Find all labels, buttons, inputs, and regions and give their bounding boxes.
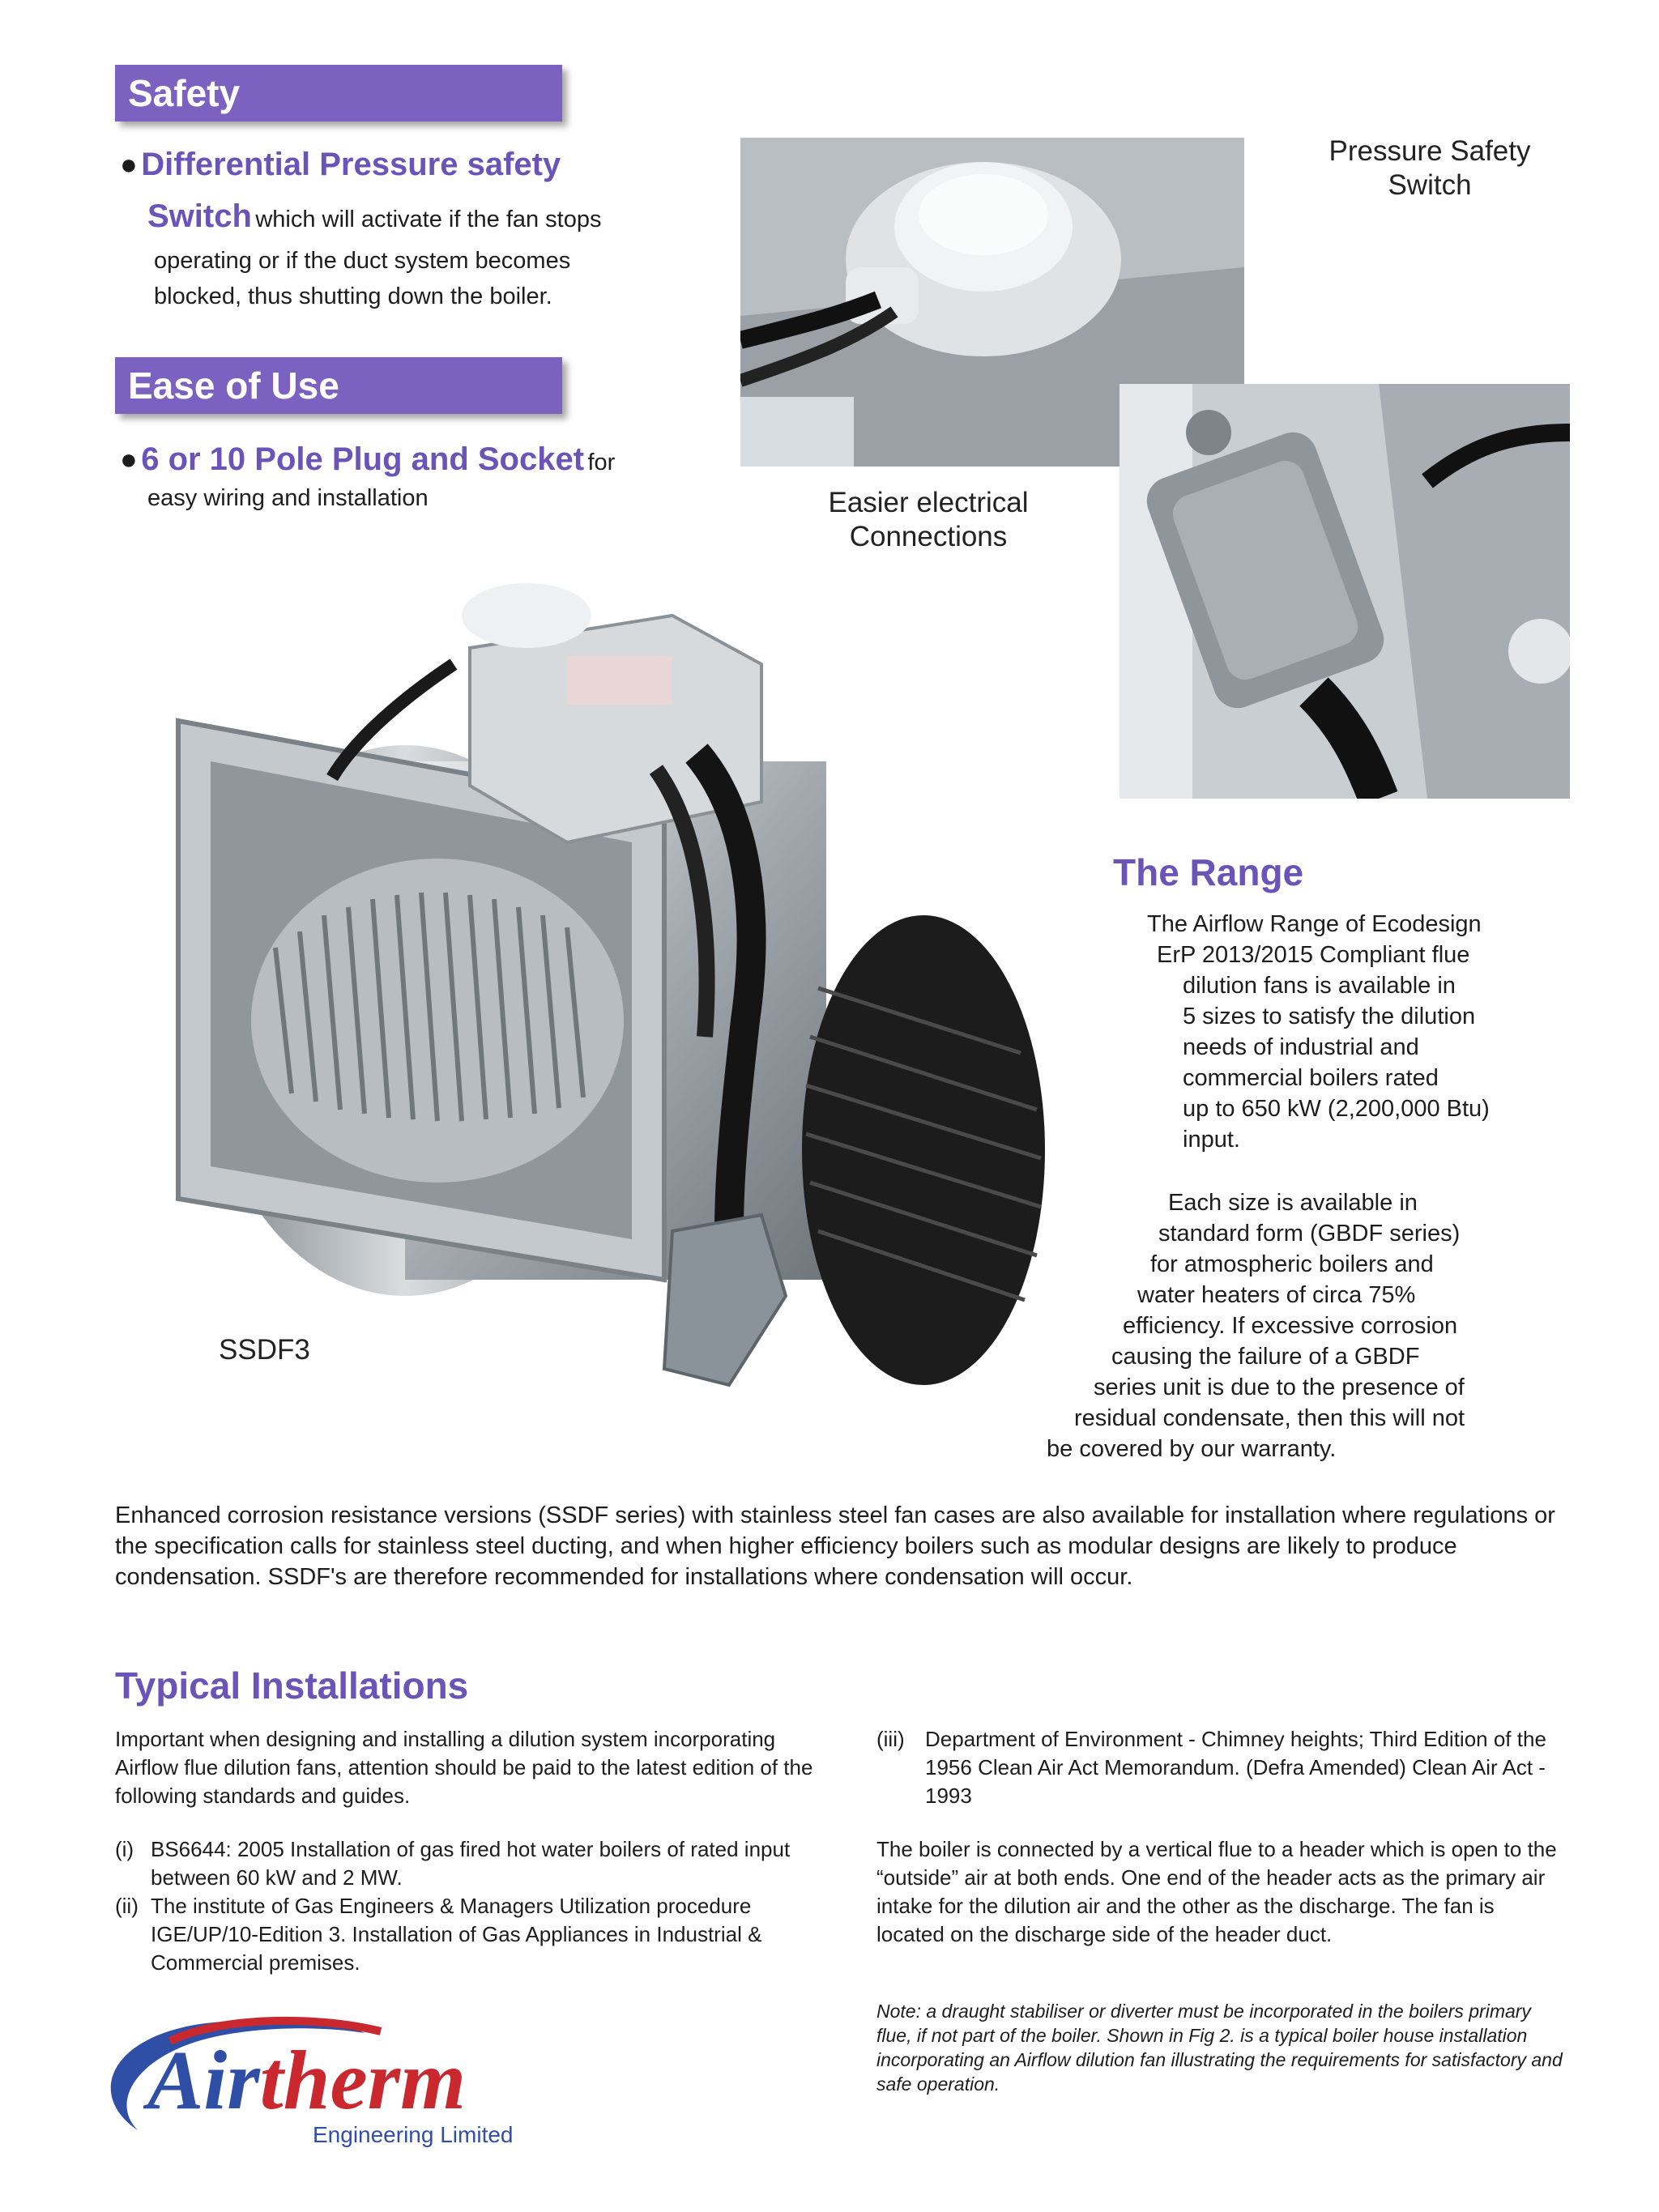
plug-socket-photo bbox=[1120, 384, 1570, 799]
range-line: efficiency. If excessive corrosion bbox=[1123, 1313, 1458, 1339]
ease-heading: Ease of Use bbox=[115, 357, 562, 414]
connections-caption bbox=[783, 486, 1074, 554]
range-line: ErP 2013/2015 Compliant flue bbox=[1157, 942, 1470, 968]
range-line: for atmospheric boilers and bbox=[1150, 1251, 1434, 1277]
boiler-paragraph: The boiler is connected by a vertical flue to a header which is open to the “outside” air at both ends. One end of the header acts as the primary air intake for the dilution air and the other as the discharge. The fan is located on the discharge side of the header duct. bbox=[876, 1837, 1557, 1946]
bullet-dot-icon: ● bbox=[120, 442, 138, 475]
installations-intro: Important when designing and installing a dilution system incorporating Airflow flue dilution fans, attention should be paid to the latest edition of the following standards and guides. bbox=[115, 1727, 813, 1808]
item-ii-text: The institute of Gas Engineers & Managers Utilization procedure IGE/UP/10-Edition 3. Installation of Gas Appliances in Industrial & Commercial premises. bbox=[151, 1894, 762, 1975]
ease-bullet-body: easy wiring and installation bbox=[147, 485, 429, 511]
ease-bullet-head: 6 or 10 Pole Plug and Socket bbox=[141, 441, 585, 477]
pressure-caption-line-1: Pressure Safety bbox=[1328, 135, 1531, 167]
safety-bullet bbox=[120, 139, 736, 314]
connections-caption-line-1: Easier electrical bbox=[828, 487, 1029, 518]
range-line: water heaters of circa 75% bbox=[1137, 1282, 1416, 1308]
safety-bullet-body-3: blocked, thus shutting down the boiler. bbox=[154, 283, 552, 309]
fan-model-caption: SSDF3 bbox=[219, 1334, 310, 1366]
connections-caption-line-2: Connections bbox=[849, 521, 1008, 552]
pressure-switch-caption bbox=[1264, 134, 1596, 202]
item-i-number: (i) bbox=[115, 1837, 134, 1861]
range-title: The Range bbox=[1113, 851, 1304, 893]
safety-bullet-tail: which will activate if the fan stops bbox=[255, 207, 602, 232]
range-line: causing the failure of a GBDF bbox=[1111, 1344, 1420, 1370]
pressure-caption-line-2: Switch bbox=[1388, 169, 1472, 201]
range-line: dilution fans is available in bbox=[1183, 973, 1456, 999]
installations-item-i bbox=[115, 1835, 812, 1892]
range-line: be covered by our warranty. bbox=[1047, 1436, 1337, 1462]
bullet-dot-icon: ● bbox=[120, 147, 138, 181]
range-line: The Airflow Range of Ecodesign bbox=[1147, 911, 1482, 937]
range-line: up to 650 kW (2,200,000 Btu) bbox=[1183, 1096, 1490, 1122]
installations-title: Typical Installations bbox=[115, 1664, 469, 1707]
range-line: needs of industrial and bbox=[1183, 1034, 1419, 1060]
range-line: series unit is due to the presence of bbox=[1094, 1375, 1465, 1400]
logo-part-2: therm bbox=[259, 2034, 466, 2127]
ease-bullet bbox=[120, 434, 736, 516]
ease-bullet-tail: for bbox=[587, 450, 616, 475]
safety-bullet-head-1: Differential Pressure safety bbox=[141, 147, 561, 182]
range-line: commercial boilers rated bbox=[1183, 1065, 1439, 1091]
installations-item-iii bbox=[876, 1725, 1557, 1810]
logo-subtitle: Engineering Limited bbox=[313, 2122, 514, 2147]
range-line: standard form (GBDF series) bbox=[1158, 1221, 1461, 1247]
range-line: input. bbox=[1183, 1127, 1240, 1153]
item-iii-text: Department of Environment - Chimney heights; Third Edition of the 1956 Clean Air Act Memorandum. (Defra Amended) Clean Air Act - 1993 bbox=[925, 1727, 1546, 1808]
airtherm-logo bbox=[73, 2009, 575, 2154]
logo-part-1: Air bbox=[147, 2034, 260, 2127]
note-paragraph: Note: a draught stabiliser or diverter must be incorporated in the boilers primary flue, if not part of the boiler. Shown in Fig 2. is a typical boiler house installation incorporating an Airflow dilution fan illustrating the requirements for satisfactory and safe operation. bbox=[876, 2001, 1563, 2095]
item-i-text: BS6644: 2005 Installation of gas fired hot water boilers of rated input between 60 kW and 2 MW. bbox=[151, 1837, 791, 1890]
item-ii-number: (ii) bbox=[115, 1894, 139, 1918]
safety-bullet-body-2: operating or if the duct system becomes bbox=[154, 248, 571, 274]
safety-bullet-head-2: Switch bbox=[147, 198, 252, 234]
range-line: Each size is available in bbox=[1168, 1190, 1418, 1216]
installations-item-ii bbox=[115, 1892, 812, 1977]
range-line: 5 sizes to satisfy the dilution bbox=[1183, 1004, 1476, 1029]
safety-heading: Safety bbox=[115, 65, 562, 121]
enhanced-paragraph: Enhanced corrosion resistance versions (SSDF series) with stainless steel fan cases are also available for installation where regulations or the specification calls for stainless steel ducting, and when higher efficiency boilers such as modular designs are likely to produce condensation. SSDF's are therefore recommended for installations where condensation will occur. bbox=[115, 1502, 1555, 1590]
range-line: residual condensate, then this will not bbox=[1074, 1405, 1465, 1431]
item-iii-number: (iii) bbox=[876, 1727, 905, 1751]
